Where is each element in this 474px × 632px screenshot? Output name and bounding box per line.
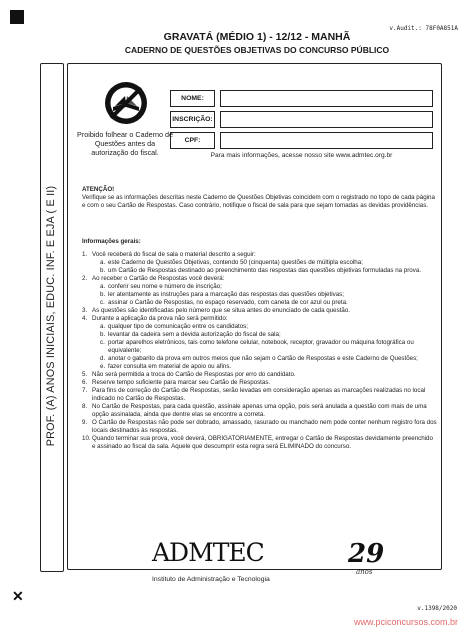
admtec-logo — [152, 538, 264, 567]
cpf-field — [170, 132, 433, 149]
item-number: 3. — [82, 307, 88, 314]
registration-box — [220, 111, 433, 128]
general-info-item — [82, 435, 437, 451]
sub-item-text: um Cartão de Respostas destinado ao preenchimento das respostas das questões objetivas formuladas na prova. — [108, 267, 421, 274]
item-text: Ao receber o Cartão de Respostas você deverá: — [92, 275, 225, 282]
item-text: Para fins de correção do Cartão de Respostas, serão levadas em consideração apenas as marcações realizadas no local indicado no Cartão de Respostas. — [92, 387, 426, 402]
registration-mark — [10, 10, 24, 24]
sub-item-text: levantar da cadeira sem a devida autorização do fiscal de sala; — [108, 331, 281, 338]
sub-item — [100, 363, 437, 371]
sub-item-letter: b. — [100, 267, 106, 274]
name-box — [220, 90, 433, 107]
sub-item-list — [92, 323, 437, 371]
registration-label: INSCRIÇÃO: — [170, 111, 215, 128]
attention-section — [82, 186, 437, 210]
sub-item-list — [92, 283, 437, 307]
general-info-item — [82, 307, 437, 315]
sub-item — [100, 355, 437, 363]
general-info-item — [82, 315, 437, 371]
sub-item-letter: c. — [100, 299, 105, 306]
sub-item — [100, 259, 437, 267]
general-info-list — [82, 251, 437, 451]
attention-title: ATENÇÃO! — [82, 186, 115, 193]
item-number: 5. — [82, 371, 88, 378]
item-text: O Cartão de Respostas não pode ser dobrado, amassado, rasurado ou manchado nem pode conter nenhum registro fora dos locais destinados às respostas. — [92, 419, 437, 434]
sub-item-text: este Caderno de Questões Objetivas, contendo 50 (cinquenta) questões de múltipla escolha; — [108, 259, 363, 266]
general-info-item — [82, 251, 437, 275]
sub-item-text: portar aparelhos eletrônicos, tais como telefone celular, notebook, receptor, gravador ou máquina fotográfica ou equivalente; — [108, 339, 414, 354]
sub-item — [100, 323, 437, 331]
general-info-item — [82, 419, 437, 435]
sub-item-text: assinar o Cartão de Respostas, no espaço reservado, com caneta de cor azul ou preta. — [108, 299, 348, 306]
item-number: 6. — [82, 379, 88, 386]
cpf-label: CPF: — [170, 132, 215, 149]
item-number: 9. — [82, 419, 88, 426]
sub-item-letter: c. — [100, 339, 105, 346]
source-site: www.pciconcursos.com.br — [353, 617, 458, 627]
general-info-section — [82, 238, 437, 451]
item-text: Não será permitida a troca do Cartão de Respostas por erro do candidato. — [92, 371, 296, 378]
sub-item-letter: e. — [100, 363, 106, 370]
item-number: 2. — [82, 275, 88, 282]
name-field — [170, 90, 433, 107]
sub-item — [100, 331, 437, 339]
general-info-title: Informações gerais: — [82, 238, 141, 245]
registration-field — [170, 111, 433, 128]
item-number: 1. — [82, 251, 88, 258]
icon-caption: Proibido folhear o Caderno de Questões antes da autorização do fiscal. — [77, 130, 173, 157]
cross-mark-icon: ✕ — [12, 588, 24, 604]
logo-subtitle: Instituto de Administração e Tecnologia — [152, 576, 270, 583]
item-number: 4. — [82, 315, 88, 322]
sub-item-letter: d. — [100, 355, 106, 362]
no-book-icon — [95, 80, 157, 126]
sub-item-text: conferir seu nome e número de inscrição; — [108, 283, 222, 290]
item-text: Quando terminar sua prova, você deverá, OBRIGATORIAMENTE, entregar o Cartão de Respostas devidamente preenchido e assinado ao fiscal da sala. Aquele que descumprir esta regra será ELIMINADO do concurso. — [92, 435, 433, 450]
sub-item — [100, 339, 437, 355]
sub-item — [100, 299, 437, 307]
more-info-text: Para mais informações, acesse nosso site www.admtec.org.br — [210, 152, 393, 159]
item-number: 10. — [82, 435, 91, 442]
item-text: As questões são identificadas pelo número que se situa antes do enunciado de cada questão. — [92, 307, 350, 314]
sub-item-letter: a. — [100, 259, 106, 266]
sub-item-text: qualquer tipo de comunicação entre os candidatos; — [108, 323, 248, 330]
sub-item-letter: b. — [100, 291, 106, 298]
page-subtitle: CADERNO DE QUESTÕES OBJETIVAS DO CONCURSO PÚBLICO — [124, 45, 390, 55]
general-info-item — [82, 371, 437, 379]
item-text: Durante a aplicação da prova não será permitido: — [92, 315, 228, 322]
general-info-item — [82, 379, 437, 387]
attention-text: Verifique se as informações descritas neste Caderno de Questões Objetivas coincidem com o registrado no topo de cada página e com o seu Cartão de Respostas. Caso contrário, notifique o fiscal de sala para que sejam tomadas as devidas providências. — [82, 194, 435, 209]
sub-item-letter: a. — [100, 323, 106, 330]
side-label: PROF. (A) ANOS INICIAIS, EDUC. INF. E EJA ( E II) — [45, 185, 57, 447]
anniversary-years: 29 — [348, 539, 385, 569]
item-text: Você receberá do fiscal de sala o material descrito a seguir: — [92, 251, 256, 258]
anniversary-word: anos — [356, 568, 373, 576]
item-text: Reserve tempo suficiente para marcar seu Cartão de Respostas. — [92, 379, 271, 386]
sub-item — [100, 267, 437, 275]
audit-code: v.Audit.: 78F0A851A — [389, 25, 458, 32]
item-number: 7. — [82, 387, 88, 394]
item-number: 8. — [82, 403, 88, 410]
anniversary-badge — [348, 540, 390, 580]
general-info-item — [82, 387, 437, 403]
sub-item-letter: a. — [100, 283, 106, 290]
name-label: NOME: — [170, 90, 215, 107]
general-info-item — [82, 275, 437, 307]
general-info-item — [82, 403, 437, 419]
cpf-box — [220, 132, 433, 149]
item-text: No Cartão de Respostas, para cada questão, assinale apenas uma opção, pois será anulada a questão com mais de uma opção assinalada, ainda que dentre elas se encontre a correta. — [92, 403, 427, 418]
sub-item-list — [92, 259, 437, 275]
sub-item — [100, 291, 437, 299]
sub-item-text: fazer consulta em material de apoio ou afins. — [108, 363, 232, 370]
version-code: v.1398/2020 — [417, 605, 457, 612]
sub-item-letter: b. — [100, 331, 106, 338]
logo-text: ADMTEC — [152, 538, 264, 567]
sub-item-text: anotar o gabarito da prova em outros meios que não sejam o Cartão de Respostas e este Caderno de Questões; — [108, 355, 418, 362]
page-title: GRAVATÁ (MÉDIO 1) - 12/12 - MANHÃ — [163, 31, 351, 43]
sub-item-text: ler atentamente as instruções para a marcação das respostas das questões objetivas; — [108, 291, 344, 298]
sub-item — [100, 283, 437, 291]
